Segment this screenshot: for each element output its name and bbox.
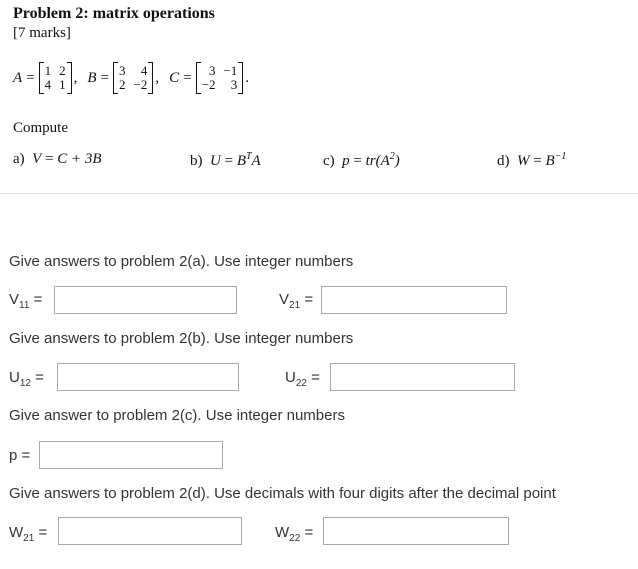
v11-input[interactable] <box>54 286 237 314</box>
task-b-rhs-tail: A <box>251 153 261 169</box>
prompt-2a: Give answers to problem 2(a). Use integer numbers <box>9 253 354 270</box>
task-b-rhs-base: B <box>236 153 246 169</box>
task-a-prefix: a) <box>13 151 25 167</box>
prompt-2b: Give answers to problem 2(b). Use integer numbers <box>9 330 354 347</box>
matrix-a-name: A <box>13 69 23 86</box>
field-label-u12: $U_{12}$ = <box>9 369 44 389</box>
task-c-equals: = <box>353 153 362 169</box>
field-label-v21: $V_{21}$ = <box>279 291 314 311</box>
task-b-lhs: U <box>210 153 221 169</box>
task-d <box>497 151 566 170</box>
matrix-b-equals: = <box>100 69 110 86</box>
task-d-rhs-sup: −1 <box>554 151 567 162</box>
prompt-2d: Give answers to problem 2(d). Use decimals with four digits after the decimal point <box>9 485 556 502</box>
matrix-b-cell: 2 <box>119 77 126 92</box>
field-label-w21: $W_{21}$ = <box>9 524 48 544</box>
u12-input[interactable] <box>57 363 239 391</box>
matrix-c-cell: 3 <box>230 77 238 92</box>
marks-label: [7 marks] <box>13 25 71 41</box>
matrix-a-cell: 1 <box>44 63 52 78</box>
task-list <box>0 151 638 171</box>
task-d-rhs-base: B <box>545 153 555 169</box>
matrix-c-cell: 3 <box>208 63 216 78</box>
task-a-equals: = <box>45 151 54 167</box>
matrix-b <box>113 62 153 94</box>
matrix-c-name: C <box>169 69 180 86</box>
matrix-b-cell: −2 <box>133 77 148 92</box>
task-b-equals: = <box>224 153 234 169</box>
task-a <box>13 151 102 168</box>
task-c-rhs-head: tr(A <box>365 153 390 169</box>
w22-input[interactable] <box>323 517 509 545</box>
w21-input[interactable] <box>58 517 242 545</box>
field-label-w22: $W_{22}$ = <box>275 524 314 544</box>
section-divider <box>0 193 638 194</box>
field-label-p: p = <box>9 447 31 464</box>
task-d-lhs: W <box>517 153 530 169</box>
task-d-prefix: d) <box>497 153 510 169</box>
prompt-2c: Give answer to problem 2(c). Use integer numbers <box>9 407 345 424</box>
matrix-a-equals: = <box>26 69 35 86</box>
matrix-b-name: B <box>87 69 97 86</box>
compute-label: Compute <box>13 120 68 136</box>
matrix-a-cell: 1 <box>59 77 66 92</box>
task-a-rhs: C + 3B <box>57 151 102 167</box>
p-input[interactable] <box>39 441 223 469</box>
matrix-c-cell: −2 <box>201 77 216 92</box>
field-label-u22: $U_{22}$ = <box>285 369 320 389</box>
task-c-rhs-tail: ) <box>394 153 400 169</box>
matrix-b-cell: 3 <box>119 63 126 78</box>
v21-input[interactable] <box>321 286 507 314</box>
matrix-b-cell: 4 <box>140 63 148 78</box>
matrix-c-equals: = <box>183 69 192 86</box>
matrix-c-separator: . <box>245 69 250 86</box>
matrix-definitions <box>13 58 259 98</box>
task-c <box>323 151 400 170</box>
u22-input[interactable] <box>330 363 515 391</box>
task-c-lhs: p <box>342 153 350 169</box>
task-d-equals: = <box>533 153 542 169</box>
task-c-rhs-sup: 2 <box>389 151 395 162</box>
matrix-a <box>39 62 72 94</box>
matrix-c <box>196 62 244 94</box>
problem-title: Problem 2: matrix operations <box>13 5 215 22</box>
task-b-rhs-sup: T <box>245 151 252 162</box>
task-c-prefix: c) <box>323 153 335 169</box>
matrix-a-cell: 4 <box>44 77 52 92</box>
matrix-c-cell: −1 <box>223 63 238 78</box>
matrix-a-separator: , <box>73 69 78 86</box>
task-b <box>190 151 261 170</box>
task-a-lhs: V <box>32 151 42 167</box>
matrix-b-separator: , <box>155 69 160 86</box>
field-label-v11: $V_{11}$ = <box>9 291 43 311</box>
matrix-a-cell: 2 <box>59 63 66 78</box>
task-b-prefix: b) <box>190 153 203 169</box>
